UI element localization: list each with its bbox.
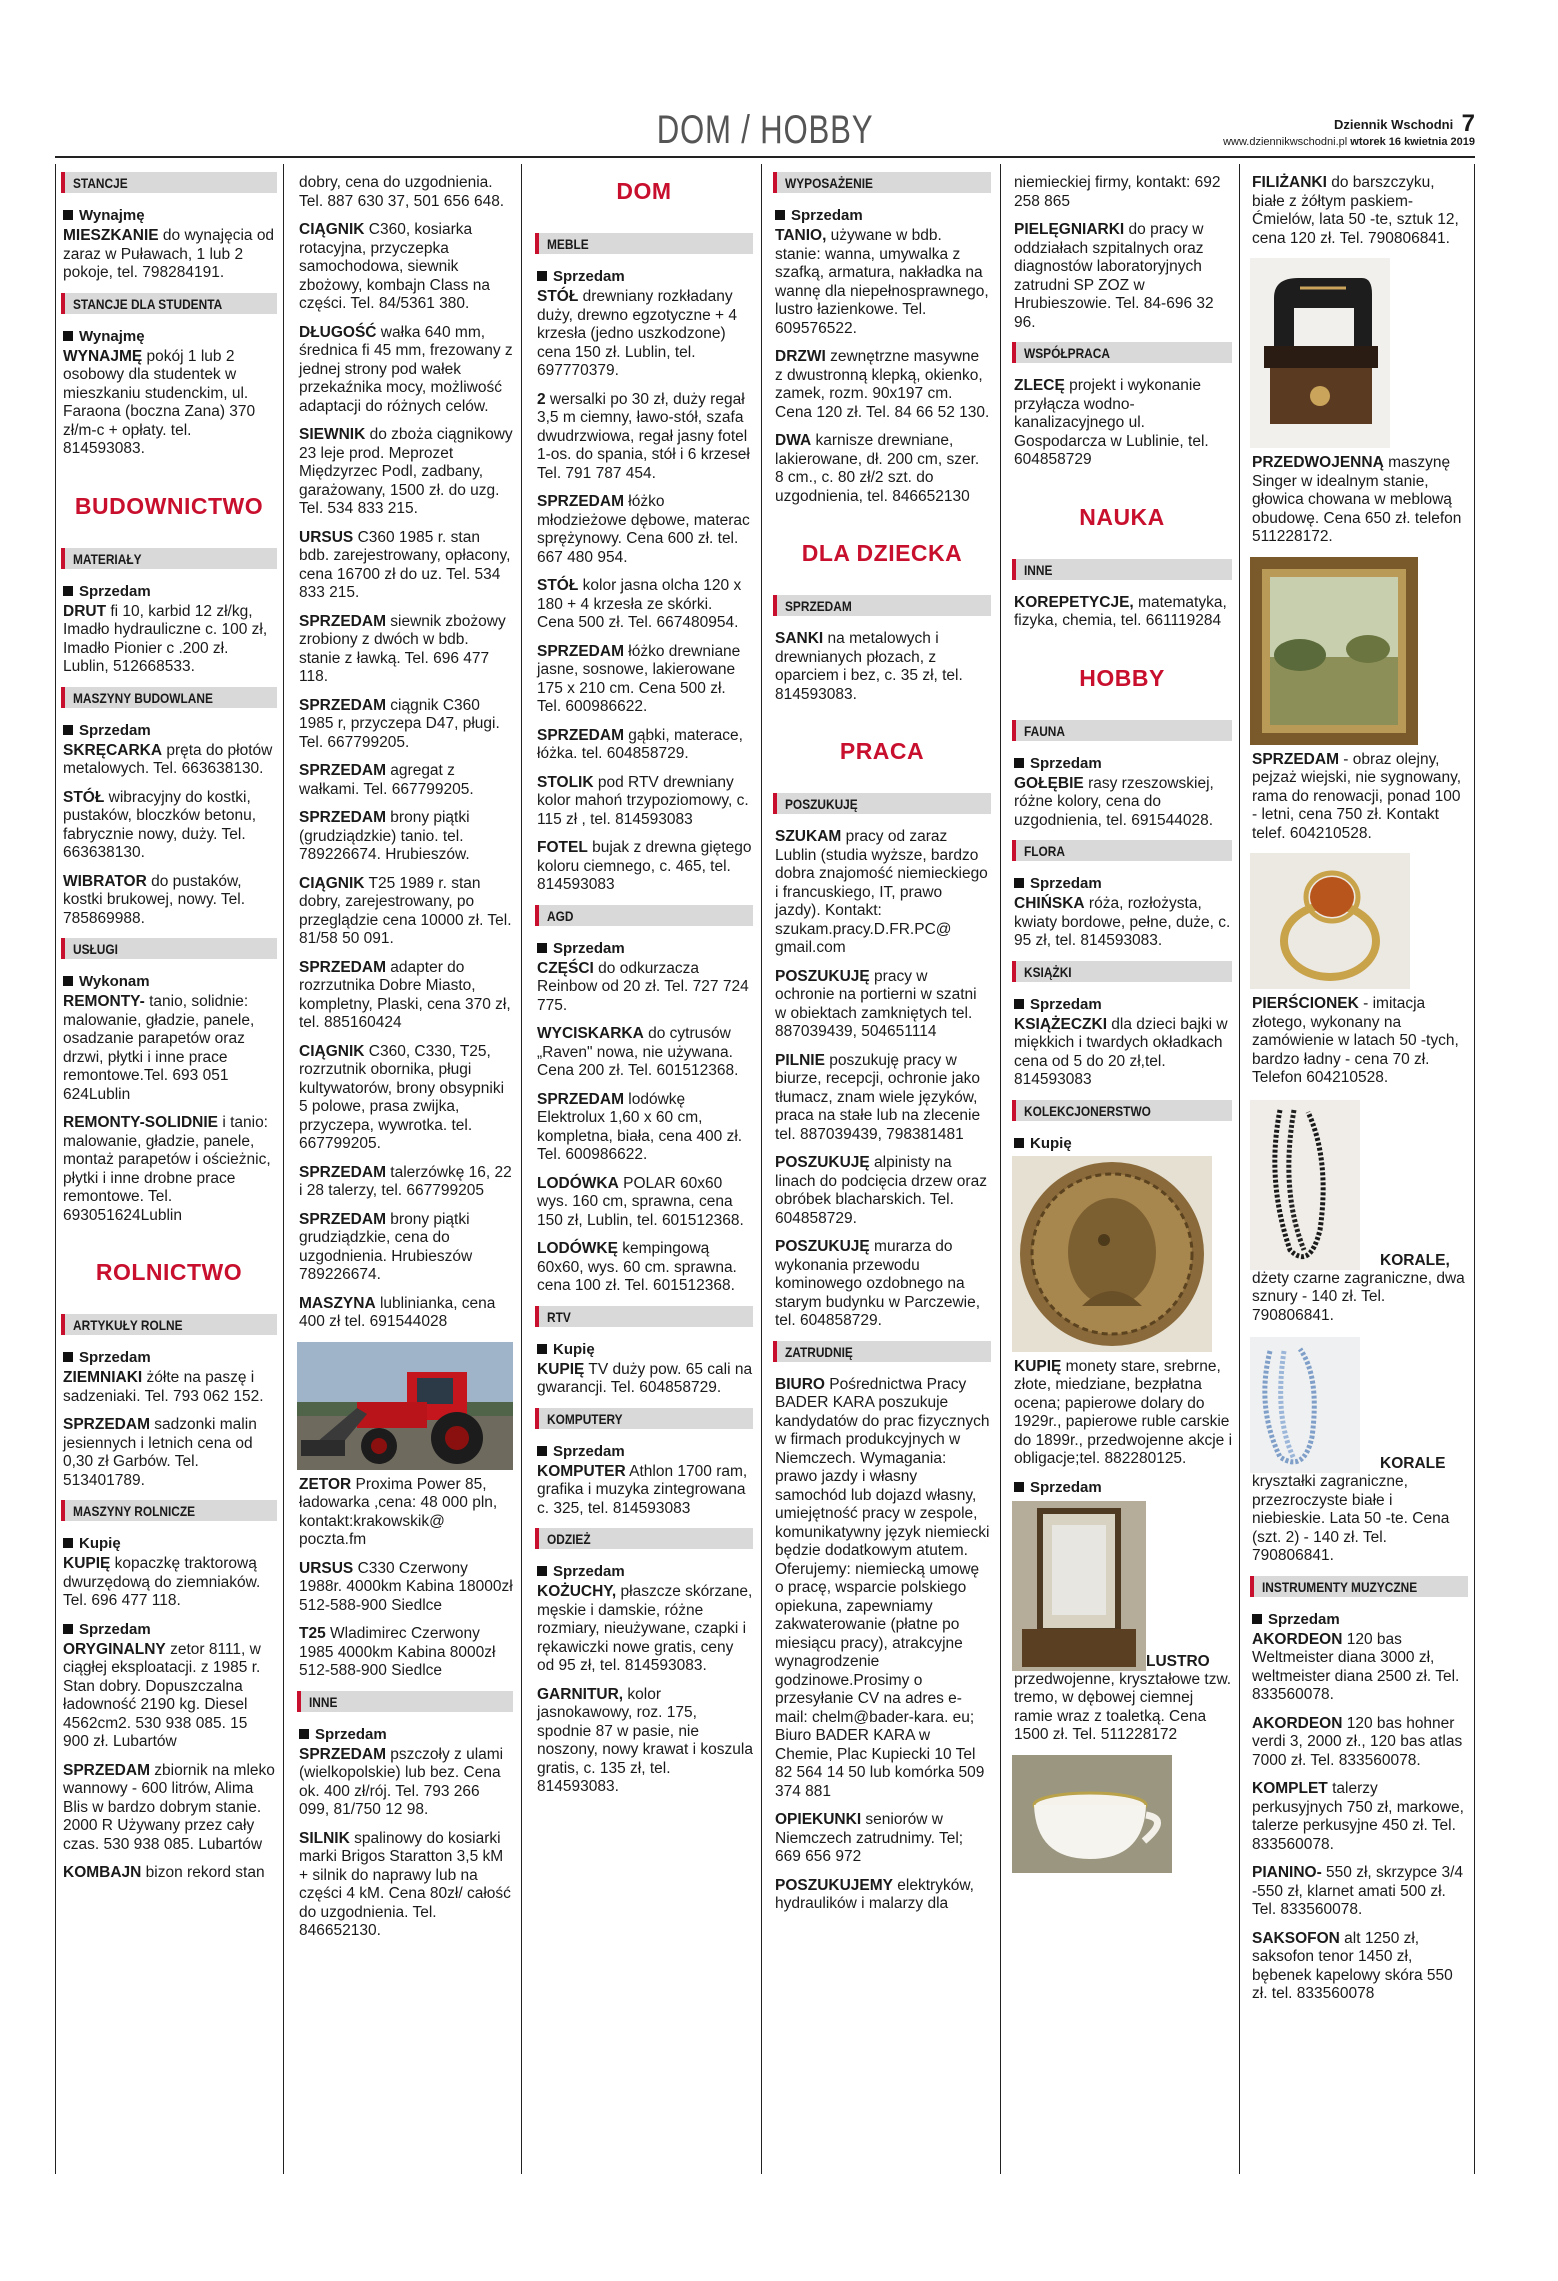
ad: POSZUKUJĘ pracy w ochronie na portierni w szatni w obiektach zamkniętych tel. 887039439, 504651114 bbox=[775, 967, 977, 1040]
ad: SIEWNIK do zboża ciągnikowy 23 leje prod. Meprozet Międzyrzec Podl, zadbany, garażowany, 1500 zł. do uzg. Tel. 534 833 215. bbox=[299, 426, 513, 517]
section-heading-dom: DOM bbox=[616, 178, 672, 204]
ad: CIĄGNIK C360, C330, T25, rozrzutnik obornika, pługi kultywatorów, brony obsypniki 5 polowe, prasa zwijka, przyczepa, wywrotka. tel. 667799205. bbox=[299, 1042, 505, 1152]
ad: POSZUKUJĘ murarza do wykonania przewodu kominowego ozdobnego na starym budynku w Parczewie, tel. 604858729. bbox=[775, 1238, 981, 1329]
subheading: Sprzedam bbox=[63, 1621, 277, 1638]
ad: DŁUGOŚĆ wałka 640 mm, średnica fi 45 mm, frezowany z jednej strony pod wałek przekaźnika mocy, możliwość adaptacji do różnych celów. bbox=[299, 323, 513, 415]
category-sprzedam: SPRZEDAM bbox=[773, 595, 991, 616]
subheading: Sprzedam bbox=[63, 583, 277, 600]
mirror-row bbox=[1012, 1499, 1232, 1671]
category-komputery: KOMPUTERY bbox=[535, 1408, 753, 1429]
ad: SAKSOFON alt 1250 zł, saksofon tenor 1450 zł, bębenek kapelowy skóra 550 zł. tel. 833560078 bbox=[1252, 1929, 1453, 2002]
column-divider bbox=[1000, 164, 1001, 2174]
ad: MIESZKANIE do wynajęcia od zaraz w Puławach, 1 lub 2 pokoje, tel. 798284191. bbox=[63, 227, 275, 281]
ad: ZLECĘ projekt i wykonanie przyłącza wodno-kanalizacyjnego ul. Gospodarcza w Lublinie, tel. 604858729 bbox=[1014, 377, 1209, 468]
ad: FOTEL bujak z drewna giętego koloru ciemnego, c. 465, tel. 814593083 bbox=[537, 839, 752, 893]
category-agd: AGD bbox=[535, 905, 753, 926]
ad: CHIŃSKA róża, rozłożysta, kwiaty bordowe, pełne, duże, c. 95 zł, tel. 814593083. bbox=[1014, 895, 1231, 949]
subheading: Sprzedam bbox=[1252, 1611, 1468, 1628]
ad: CIĄGNIK T25 1989 r. stan dobry, zarejestrowany, po przeglądzie cena 10000 zł. Tel. 81/58 50 091. bbox=[299, 874, 512, 947]
ad: DRZWI zewnętrzne masywne z dwustronną klepką, okienko, zamek, rozm. 90x197 cm. Cena 120 zł. Tel. 84 66 52 130. bbox=[775, 348, 990, 421]
ad: OPIEKUNKI seniorów w Niemczech zatrudnimy. Tel; 669 656 972 bbox=[775, 1811, 964, 1865]
section-heading-praca: PRACA bbox=[839, 738, 925, 764]
ad: REMONTY-SOLIDNIE i tanio: malowanie, gładzie, panele, montaż parapetów i ościeżnic, płytki i inne drobne prace remontowe. Tel. 693051624Lublin bbox=[63, 1114, 271, 1224]
category-artykuly-rolne: ARTYKUŁY ROLNE bbox=[61, 1314, 277, 1335]
ad: STÓŁ drewniany rozkładany duży, drewno egzotyczne + 4 krzesła (jedno uszkodzone) cena 150 zł. Lublin, tel. 697770379. bbox=[537, 288, 738, 379]
ad: PILNIE poszukuję pracy w biurze, recepcji, ochronie jako tłumacz, znam wiele języków, praca na stałe lub na zlecenie tel. 887039439, 798381481 bbox=[775, 1051, 981, 1143]
category-poszukuje: POSZUKUJĘ bbox=[773, 793, 991, 814]
subheading: Sprzedam bbox=[299, 1726, 513, 1743]
category-rtv: RTV bbox=[535, 1306, 753, 1327]
column-divider bbox=[1474, 164, 1475, 2174]
ad: DRUT fi 10, karbid 12 zł/kg, Imadło hydrauliczne c. 100 zł, Imadło Pionier c .200 zł. Lublin, 512668533. bbox=[63, 602, 268, 675]
ad: KOREPETYCJE, matematyka, fizyka, chemia, tel. 661119284 bbox=[1014, 593, 1227, 629]
ad: URSUS C360 1985 r. stan bdb. zarejestrowany, opłacony, cena 16700 zł do uz. Tel. 534 833 215. bbox=[299, 528, 511, 601]
ad: REMONTY- tanio, solidnie: malowanie, gładzie, panele, osadzanie parapetów oraz drzwi, płytki i inne prace remontowe.Tel. 693 051 624Lublin bbox=[63, 993, 255, 1103]
ad: SPRZEDAM pszczoły z ulami (wielkopolskie) lub bez. Cena ok. 400 zł/rój. Tel. 793 266 099, 81/750 12 98. bbox=[299, 1745, 504, 1818]
ad: SZUKAM pracy od zaraz Lublin (studia wyższe, bardzo dobra znajomość niemieckiego i francuskiego, IT, prawo jazdy). Kontakt: szukam.pracy.D.FR.PC@ gmail.com bbox=[775, 828, 988, 956]
ad: SPRZEDAM - obraz olejny, pejzaż wiejski, nie sygnowany, rama do renowacji, ponad 100 - letni, cena 750 zł. Kontakt telef. 604210528. bbox=[1252, 750, 1462, 842]
ad: TANIO, używane w bdb. stanie: wanna, umywalka z szafką, armatura, nakładka na wannę dla niepełnosprawnego, lustro łazienkowe. Tel. 609576522. bbox=[775, 227, 989, 337]
column-divider bbox=[521, 164, 522, 2174]
ad: URSUS C330 Czerwony 1988r. 4000km Kabina 18000zł 512-588-900 Siedlce bbox=[299, 1559, 513, 1614]
crystal-beads-row bbox=[1250, 1335, 1468, 1473]
ad: SPRZEDAM brony piątki (grudziądzkie) tanio. tel. 789226674. Hrubieszów. bbox=[299, 809, 470, 863]
subheading: Sprzedam bbox=[537, 268, 753, 285]
column-divider bbox=[283, 164, 284, 2174]
ad: kryształki zagraniczne, przezroczyste białe i niebieskie. Lata 50 -te. Cena (szt. 2) - 140 zł. Tel. 790806841. bbox=[1252, 1473, 1450, 1564]
category-wyposazenie: WYPOSAŻENIE bbox=[773, 172, 991, 193]
ad: MASZYNA lublinianka, cena 400 zł tel. 691544028 bbox=[299, 1294, 496, 1330]
ad: KOMPUTER Athlon 1700 ram, grafika i muzyka zintegrowana c. 325, tel. 814593083 bbox=[537, 1462, 748, 1517]
mirror-photo bbox=[1012, 1501, 1146, 1671]
section-heading-dla-dziecka: DLA DZIECKA bbox=[801, 540, 963, 566]
paper-name: Dziennik Wschodni bbox=[1334, 117, 1454, 132]
ad: KOMBAJN bizon rekord stan bbox=[63, 1864, 265, 1881]
subheading: Wynajmę bbox=[63, 328, 277, 345]
column-2 bbox=[297, 164, 513, 2174]
ad: STOLIK pod RTV drewniany kolor mahoń trzypoziomowy, c. 115 zł , tel. 814593083 bbox=[537, 773, 749, 828]
category-maszyny-rolnicze: MASZYNY ROLNICZE bbox=[61, 1500, 277, 1521]
ad: SPRZEDAM łóżko młodzieżowe dębowe, materac sprężynowy. Cena 600 zł. tel. 667 480 954. bbox=[537, 493, 750, 566]
ad: niemieckiej firmy, kontakt: 692 258 865 bbox=[1014, 174, 1221, 210]
section-heading-rolnictwo: ROLNICTWO bbox=[95, 1259, 243, 1285]
ads-columns bbox=[55, 164, 1475, 2179]
ad: LODÓWKĘ kempingową 60x60, wys. 60 cm. sprawna. cena 100 zł. Tel. 601512368. bbox=[537, 1240, 737, 1294]
category-materialy: MATERIAŁY bbox=[61, 548, 277, 569]
ad: SPRZEDAM talerzówkę 16, 22 i 28 talerzy, tel. 667799205 bbox=[299, 1163, 512, 1199]
ad: SPRZEDAM ciągnik C360 1985 r, przyczepa D47, pługi. Tel. 667799205. bbox=[299, 696, 500, 751]
subheading: Kupię bbox=[1014, 1135, 1232, 1152]
column-divider bbox=[55, 164, 56, 2174]
ad: SPRZEDAM lodówkę Elektrolux 1,60 x 60 cm, kompletna, biała, cena 400 zł. Tel. 600986622. bbox=[537, 1090, 743, 1163]
ad: AKORDEON 120 bas Weltmeister diana 3000 zł, weltmeister diana 2500 zł. Tel. 833560078. bbox=[1252, 1630, 1460, 1703]
ad: SPRZEDAM brony piątki grudziądzkie, cena do uzgodnienia. Hrubieszów 789226674. bbox=[299, 1210, 473, 1283]
ad: GARNITUR, kolor jasnokawowy, roz. 175, spodnie 87 w pasie, nie noszony, nowy krawat i koszula gratis, c. 135 zł, tel. 814593083. bbox=[537, 1685, 753, 1795]
subheading: Sprzedam bbox=[1014, 755, 1232, 772]
page-header bbox=[55, 100, 1475, 160]
issue-date: wtorek 16 kwietnia 2019 bbox=[1350, 136, 1475, 148]
page-number: 7 bbox=[1461, 110, 1475, 137]
subheading: Sprzedam bbox=[537, 1443, 753, 1460]
column-4 bbox=[773, 164, 991, 2174]
ad: PIANINO- 550 zł, skrzypce 3/4 -550 zł, klarnet amati 500 zł. Tel. 833560078. bbox=[1252, 1864, 1464, 1918]
ad: SPRZEDAM gąbki, materace, łóżka. tel. 604858729. bbox=[537, 726, 743, 762]
section-heading-hobby: HOBBY bbox=[1079, 664, 1165, 691]
category-ksiazki: KSIĄŻKI bbox=[1012, 961, 1232, 982]
ad: POSZUKUJEMY elektryków, hydraulików i malarzy dla bbox=[775, 1876, 974, 1912]
ad: KUPIĘ kopaczkę traktorową dwurzędową do ziemniaków. Tel. 696 477 118. bbox=[63, 1555, 261, 1609]
category-stancje-dla-studenta: STANCJE DLA STUDENTA bbox=[61, 293, 277, 314]
section-title: DOM / HOBBY bbox=[656, 108, 874, 152]
ad: SANKI na metalowych i drewnianych płozach, z oparciem i bez, c. 35 zł, tel. 814593083. bbox=[775, 630, 963, 703]
subheading: Sprzedam bbox=[1014, 996, 1232, 1013]
ring-photo bbox=[1250, 853, 1410, 989]
black-beads-photo bbox=[1250, 1100, 1360, 1270]
column-1 bbox=[61, 164, 277, 2174]
ad: GOŁĘBIE rasy rzeszowskiej, różne kolory, cena do uzgodnienia, tel. 691544028. bbox=[1014, 774, 1214, 829]
coin-photo bbox=[1012, 1156, 1212, 1352]
ad: KOŻUCHY, płaszcze skórzane, męskie i damskie, różne rozmiary, nieużywane, czapki i rękawiczki nowe gratis, ceny od 95 zł, tel. 814593083. bbox=[537, 1583, 753, 1674]
oil-painting-photo bbox=[1250, 557, 1418, 745]
ad: przedwojenne, kryształowe tzw. tremo, w dębowej ciemnej ramie wraz z toaletką. Cena 1500 zł. Tel. 511228172 bbox=[1014, 1670, 1232, 1743]
subheading: Sprzedam bbox=[1014, 1479, 1232, 1496]
ad: ZIEMNIAKI żółte na paszę i sadzeniaki. Tel. 793 062 152. bbox=[63, 1369, 264, 1405]
ad: KUPIĘ monety stare, srebrne, złote, miedziane, bezpłatna ocena; papierowe dolary do 1929r., papierowe ruble carskie do 1899r., przedwojenne akcje i obligacje;tel. 882280125. bbox=[1014, 1357, 1232, 1467]
ad: T25 Wladimirec Czerwony 1985 4000km Kabina 8000zł 512-588-900 Siedlce bbox=[299, 1625, 496, 1679]
ad: SPRZEDAM zbiornik na mleko wannowy - 600 litrów, Alima Blis w bardzo dobrym stanie. 2000 R Używany przez cały czas. 530 938 085. Lubartów bbox=[63, 1761, 275, 1853]
ad: DWA karnisze drewniane, lakierowane, dł. 200 cm, szer. 8 cm., c. 80 zł/2 szt. do uzgodnienia, tel. 846652130 bbox=[775, 432, 980, 505]
category-uslugi: USŁUGI bbox=[61, 938, 277, 959]
subheading: Kupię bbox=[537, 1341, 753, 1358]
ad: PRZEDWOJENNĄ maszynę Singer w idealnym stanie, głowica chowana w meblową obudowę. Cena 650 zł. telefon 511228172. bbox=[1252, 454, 1462, 545]
category-inne: INNE bbox=[297, 1691, 513, 1712]
column-divider bbox=[761, 164, 762, 2174]
ad: KUPIĘ TV duży pow. 65 cali na gwarancji. Tel. 604858729. bbox=[537, 1360, 753, 1396]
column-6 bbox=[1250, 164, 1468, 2174]
ad: PIELĘGNIARKI do pracy w oddziałach szpitalnych oraz diagnostów laboratoryjnych zatrudni SP ZOZ w Hrubieszowie. Tel. 84-696 32 96. bbox=[1014, 221, 1214, 331]
section-heading-budownictwo: BUDOWNICTWO bbox=[74, 492, 264, 519]
subheading: Sprzedam bbox=[775, 207, 991, 224]
subheading: Sprzedam bbox=[63, 722, 277, 739]
black-beads-row bbox=[1250, 1098, 1468, 1270]
ad: STÓŁ wibracyjny do kostki, pustaków, bloczków betonu, fabrycznie nowy, duży. Tel. 663638130. bbox=[63, 788, 257, 861]
ad: SPRZEDAM sadzonki malin jesiennych i letnich cena od 0,30 zł Garbów. Tel. 513401789. bbox=[63, 1416, 257, 1489]
crystal-beads-lead: KORALE bbox=[1380, 1455, 1446, 1472]
category-odziez: ODZIEŻ bbox=[535, 1528, 753, 1549]
ad: WYNAJMĘ pokój 1 lub 2 osobowy dla studentek w mieszkaniu studenckim, ul. Faraona (boczna Zana) 370 zł/m-c + opłaty. tel. 814593083. bbox=[63, 347, 256, 457]
site-url[interactable]: www.dziennikwschodni.pl bbox=[1223, 136, 1348, 148]
subheading: Wynajmę bbox=[63, 207, 277, 224]
category-inne: INNE bbox=[1012, 559, 1232, 580]
masthead bbox=[1223, 110, 1475, 148]
subheading: Sprzedam bbox=[537, 940, 753, 957]
category-fauna: FAUNA bbox=[1012, 720, 1232, 741]
ad: FILIŻANKI do barszczyku, białe z żółtym paskiem-Ćmielów, lata 50 -te, sztuk 12, cena 120 zł. Tel. 790806841. bbox=[1252, 174, 1459, 247]
mirror-ad-lead: LUSTRO bbox=[1146, 1652, 1210, 1670]
category-wspolpraca: WSPÓŁPRACA bbox=[1012, 342, 1232, 363]
ad: PIERŚCIONEK - imitacja złotego, wykonany na zamówienie w latach 50 -tych, bardzo ładny - cena 70 zł. Telefon 604210528. bbox=[1252, 995, 1459, 1086]
ad: CZĘŚCI do odkurzacza Reinbow od 20 zł. Tel. 727 724 775. bbox=[537, 959, 749, 1014]
ad: LODÓWKA POLAR 60x60 wys. 160 cm, sprawna, cena 150 zł, Lublin, tel. 601512368. bbox=[537, 1174, 744, 1229]
crystal-beads-photo bbox=[1250, 1337, 1360, 1473]
ad: KSIĄŻECZKI dla dzieci bajki w miękkich i twardych okładkach cena od 5 do 20 zł,tel. 814593083 bbox=[1014, 1015, 1228, 1088]
ad: WIBRATOR do pustaków, kostki brukowej, nowy. Tel. 785869988. bbox=[63, 872, 246, 927]
category-instrumenty-muzyczne: INSTRUMENTY MUZYCZNE bbox=[1250, 1576, 1468, 1597]
ad: SPRZEDAM adapter do rozrzutnika Dobre Miasto, kompletny, Plaski, cena 370 zł, tel. 885160424 bbox=[299, 958, 511, 1031]
subheading: Kupię bbox=[63, 1535, 277, 1552]
category-stancje: STANCJE bbox=[61, 172, 277, 193]
tractor-photo bbox=[297, 1342, 513, 1470]
subheading: Sprzedam bbox=[1014, 875, 1232, 892]
ad: SKRĘCARKA pręta do płotów metalowych. Tel. 663638130. bbox=[63, 741, 273, 777]
category-maszyny-budowlane: MASZYNY BUDOWLANE bbox=[61, 687, 277, 708]
ad: 2 wersalki po 30 zł, duży regał 3,5 m ciemny, ławo-stół, szafa dwudrzwiowa, regał jasny fotel 1-os. do spania, stół i 6 krzeseł Tel. 791 787 454. bbox=[537, 390, 750, 482]
category-meble: MEBLE bbox=[535, 233, 753, 254]
subheading: Sprzedam bbox=[63, 1349, 277, 1366]
ad: ORYGINALNY zetor 8111, w ciągłej eksploatacji. z 1985 r. Stan dobry. Dopuszczalna ładowność 2190 kg. Diesel 4562cm2. 530 938 085. 15 900 zł. Lubartów bbox=[63, 1640, 261, 1750]
ad: WYCISKARKA do cytrusów „Raven" nowa, nie używana. Cena 200 zł. Tel. 601512368. bbox=[537, 1025, 739, 1079]
column-3 bbox=[535, 164, 753, 2174]
ad: SPRZEDAM agregat z wałkami. Tel. 667799205. bbox=[299, 762, 474, 798]
ad: STÓŁ kolor jasna olcha 120 x 180 + 4 krzesła ze skórki. Cena 500 zł. Tel. 667480954. bbox=[537, 577, 742, 631]
category-zatrudnie: ZATRUDNIĘ bbox=[773, 1341, 991, 1362]
black-beads-lead: KORALE, bbox=[1380, 1251, 1450, 1269]
ad: AKORDEON 120 bas hohner verdi 3, 2000 zł., 120 bas atlas 7000 zł. Tel. 833560078. bbox=[1252, 1714, 1463, 1769]
column-divider bbox=[1239, 164, 1240, 2174]
section-heading-nauka: NAUKA bbox=[1079, 503, 1165, 530]
ad: dżety czarne zagraniczne, dwa sznury - 140 zł. Tel. 790806841. bbox=[1252, 1269, 1465, 1324]
ad: BIURO Pośrednictwa Pracy BADER KARA poszukuje kandydatów do prac fizycznych w firmach produkcyjnych w Niemczech. Wymagania: prawo jazdy i własny samochód lub dojazd własny, umiejętność pracy w zespole, komunikatywny język niemiecki będzie dodatkowym atutem. Oferujemy: niemiecką umowę o pracę, wsparcie polskiego opiekuna, zapewniamy zakwaterowanie (płatne po miesiącu pracy), atrakcyjne wynagrodzenie godzinowe.Prosimy o przesyłanie CV na adres e-mail: chelm@bader-kara. eu; Biuro BADER KARA w Chemie, Plac Kupiecki 10 Tel 82 564 14 50 lub komórka 509 374 881 bbox=[775, 1375, 990, 1800]
ad: dobry, cena do uzgodnienia. Tel. 887 630 37, 501 656 648. bbox=[299, 174, 505, 210]
ad: SPRZEDAM siewnik zbożowy zrobiony z dwóch w bdb. stanie z ławką. Tel. 696 477 118. bbox=[299, 612, 506, 685]
sewing-machine-photo bbox=[1250, 258, 1390, 448]
teacup-photo bbox=[1012, 1755, 1172, 1873]
category-flora: FLORA bbox=[1012, 840, 1232, 861]
ad: SILNIK spalinowy do kosiarki marki Brigos Staratton 3,5 kM + silnik do naprawy lub na części 4 kM. Cena 80zł/ całość do uzgodnienia. Tel. 846652130. bbox=[299, 1829, 511, 1939]
column-5 bbox=[1012, 164, 1232, 2174]
ad: KOMPLET talerzy perkusyjnych 750 zł, markowe, talerze perkusyjne 450 zł. Tel. 833560078. bbox=[1252, 1780, 1464, 1853]
ad: ZETOR Proxima Power 85, ładowarka ,cena: 48 000 pln, kontakt:krakowskik@ poczta.fm bbox=[299, 1475, 498, 1548]
category-kolekcjonerstwo: KOLEKCJONERSTWO bbox=[1012, 1100, 1232, 1121]
ad: CIĄGNIK C360, kosiarka rotacyjna, przyczepka samochodowa, siewnik zbożowy, kombajn Class na części. Tel. 84/5361 380. bbox=[299, 221, 490, 312]
subheading: Sprzedam bbox=[537, 1563, 753, 1580]
ad: SPRZEDAM łóżko drewniane jasne, sosnowe, lakierowane 175 x 210 cm. Cena 500 zł. Tel. 600986622. bbox=[537, 642, 741, 715]
subheading: Wykonam bbox=[63, 973, 277, 990]
ad: POSZUKUJĘ alpinisty na linach do podcięcia drzew oraz obróbek blacharskich. Tel. 604858729. bbox=[775, 1154, 987, 1227]
header-rule bbox=[55, 156, 1475, 158]
